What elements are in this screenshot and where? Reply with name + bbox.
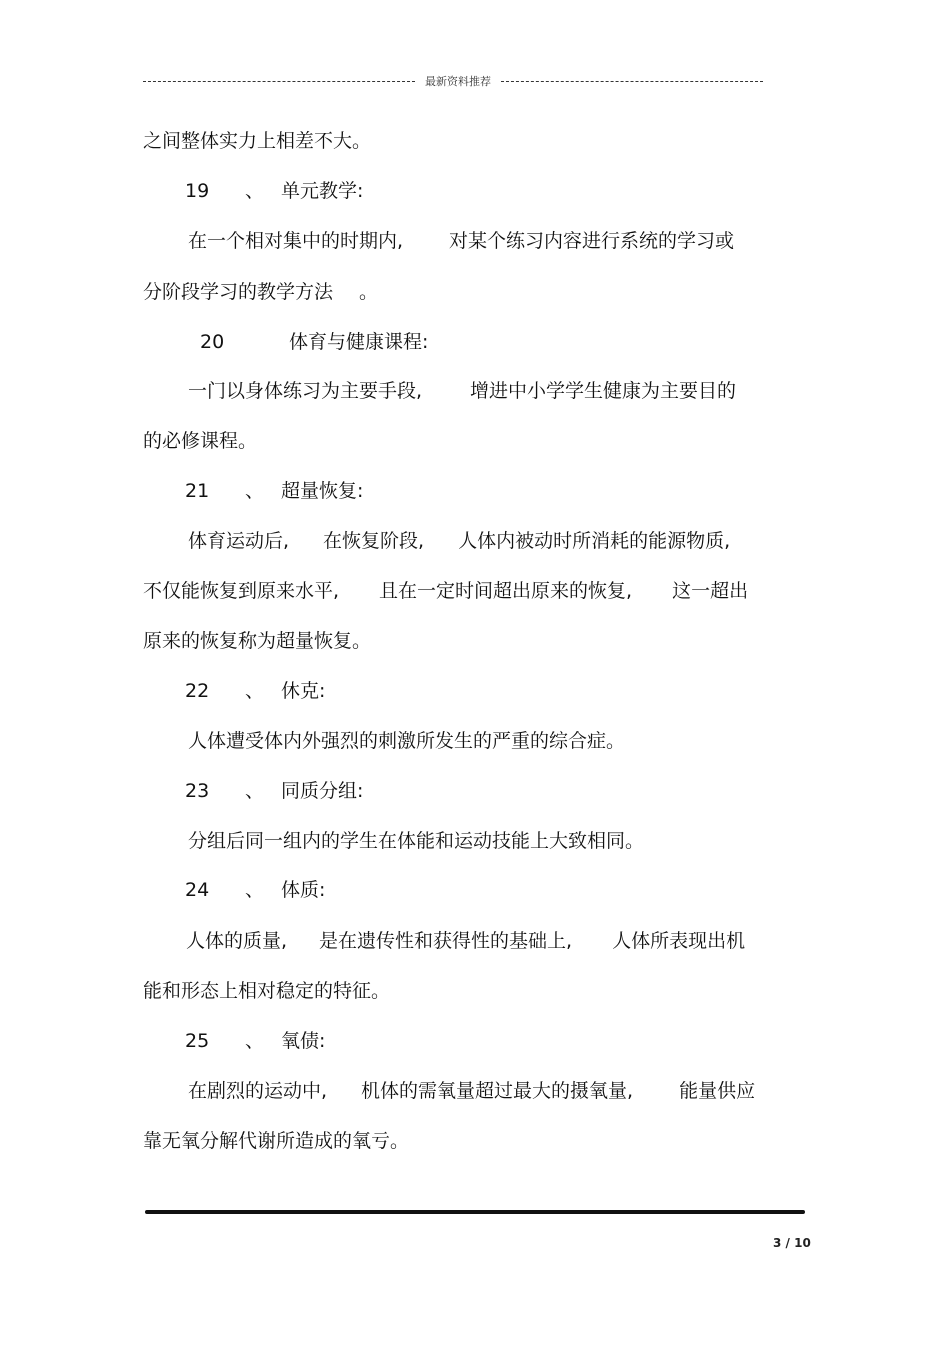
term-heading: 25 、 氧债: xyxy=(185,1030,326,1052)
text-line: 人体的质量, 是在遗传性和获得性的基础上, 人体所表现出机 xyxy=(186,930,746,952)
term-heading: 20 体育与健康课程: xyxy=(200,331,429,353)
text-line: 体育运动后, 在恢复阶段, 人体内被动时所消耗的能源物质, xyxy=(188,530,731,552)
page-number: 3 / 10 xyxy=(773,1236,811,1250)
text-line: 原来的恢复称为超量恢复。 xyxy=(143,630,372,652)
text-line: 之间整体实力上相差不大。 xyxy=(143,130,372,152)
term-heading: 23 、 同质分组: xyxy=(185,780,364,802)
term-heading: 22 、 休克: xyxy=(185,680,326,702)
footer-rule xyxy=(145,1210,805,1214)
page-header xyxy=(143,72,763,90)
text-line: 的必修课程。 xyxy=(143,430,258,452)
text-line: 不仅能恢复到原来水平, 且在一定时间超出原来的恢复, 这一超出 xyxy=(143,580,749,602)
text-line: 分组后同一组内的学生在体能和运动技能上大致相同。 xyxy=(188,830,645,852)
text-line: 靠无氧分解代谢所造成的氧亏。 xyxy=(143,1130,410,1152)
term-heading: 24 、 体质: xyxy=(185,879,326,901)
term-heading: 19 、 单元教学: xyxy=(185,180,364,202)
term-heading: 21 、 超量恢复: xyxy=(185,480,364,502)
text-line: 分阶段学习的教学方法 。 xyxy=(143,281,379,303)
text-line: 在一个相对集中的时期内, 对某个练习内容进行系统的学习或 xyxy=(188,230,735,252)
header-dashed-rule-left xyxy=(143,81,415,82)
header-dashed-rule-right xyxy=(501,81,763,82)
text-line: 一门以身体练习为主要手段, 增进中小学学生健康为主要目的 xyxy=(188,380,737,402)
text-line: 能和形态上相对稳定的特征。 xyxy=(143,980,391,1002)
text-line: 在剧烈的运动中, 机体的需氧量超过最大的摄氧量, 能量供应 xyxy=(188,1080,756,1102)
header-title: 最新资料推荐 xyxy=(425,75,491,88)
text-line: 人体遭受体内外强烈的刺激所发生的严重的综合症。 xyxy=(188,730,626,752)
